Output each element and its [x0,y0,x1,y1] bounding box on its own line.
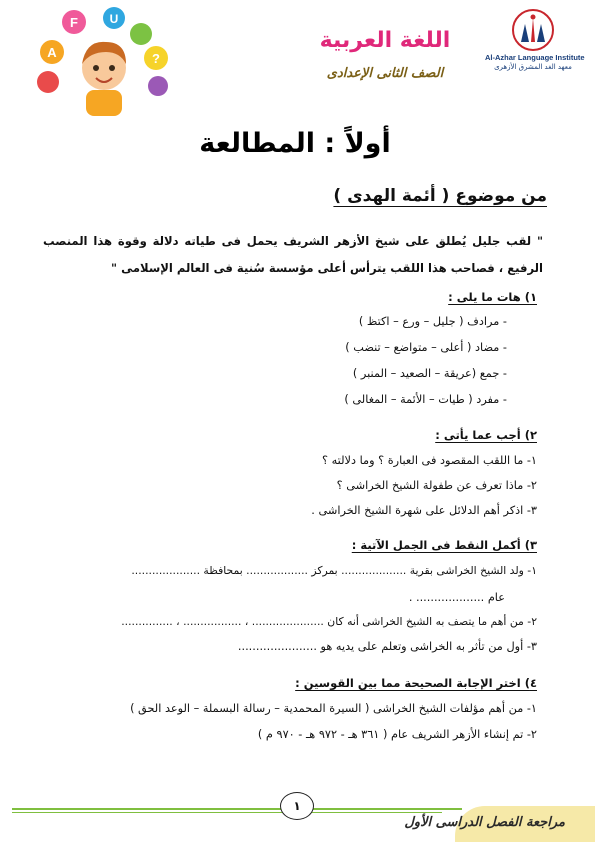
question-4-title: ٤) اختر الإجابة الصحيحة مما بين القوسين : [295,676,537,690]
question-1-item: - جمع (عريقة – الصعيد – المنبر ) [352,367,507,380]
bubble-letter-u: U [109,12,119,26]
question-4-item: ١- من أهم مؤلفات الشيخ الخراشى ( السيرة المحمدية – رسالة البسملة – الوعد الحق ) [130,702,537,715]
question-3-item: ٣- أول من تأثر به الخراشى وتعلم على يديه هو ...................... [237,640,537,653]
logo-english-name: Al-Azhar Language Institute [485,53,585,62]
logo-arabic-name: معهد الغد المشرق الأزهرى [494,63,572,71]
footer-rule [12,808,462,810]
grade-title: الصف الثانى الإعدادى [326,66,444,81]
passage-quote: " لقب جليل يُطلق على شيخ الأزهر الشريف يحمل فى طياته دلالة وقوة هذا المنصب الرفيع ، فصاحب هذا اللقب يترأس أعلى مؤسسة سُنية فى العالم الإسلامى " [43,234,543,275]
bubble-letter-f: F [70,15,78,30]
question-1-item: - مرادف ( جليل – ورع – اكتظ ) [358,315,507,328]
question-1-item: - مفرد ( طيات – الأئمة – المغالى ) [344,393,507,406]
page-number: ١ [280,792,314,820]
question-2-title: ٢) أجب عما يأتى : [435,428,537,442]
question-3-item: ٢- من أهم ما يتصف به الشيخ الخراشى أنه كان ..................... ، ................. ، ............... [121,615,537,628]
question-2-item: ١- ما اللقب المقصود فى العبارة ؟ وما دلالته ؟ [322,454,537,467]
question-4-item: ٢- تم إنشاء الأزهر الشريف عام ( ٣٦١ هـ - ٩٧٢ هـ - ٩٧٠ م ) [257,728,537,741]
question-3-title: ٣) أكمل النقط فى الجمل الآتية : [351,538,537,552]
section-title: أولاً : المطالعة [199,128,391,159]
bubble-letter-a: A [47,45,57,60]
question-1-item: - مضاد ( أعلى – متواضع – تنضب ) [345,341,507,354]
question-3-item: عام ................... . [408,591,505,604]
subject-title: اللغة العربية [319,28,451,53]
question-2-item: ٣- اذكر أهم الدلائل على شهرة الشيخ الخراشى . [311,504,537,517]
question-3-item: ١- ولد الشيخ الخراشى بقرية ................... بمركز .................. بمحافظة .................... [131,564,537,577]
topic-heading: من موضوع ( أئمة الهدى ) [333,186,547,206]
bubble-question-mark: ? [152,51,160,66]
question-2-item: ٢- ماذا تعرف عن طفولة الشيخ الخراشى ؟ [336,479,537,492]
footer-rule-thin [12,812,442,813]
institute-logo [485,8,585,78]
footer-caption: مراجعة الفصل الدراسى الأول [404,815,565,830]
kid-learning-illustration [28,6,178,118]
institute-emblem-icon [511,8,555,52]
question-1-title: ١) هات ما يلى : [448,290,537,304]
